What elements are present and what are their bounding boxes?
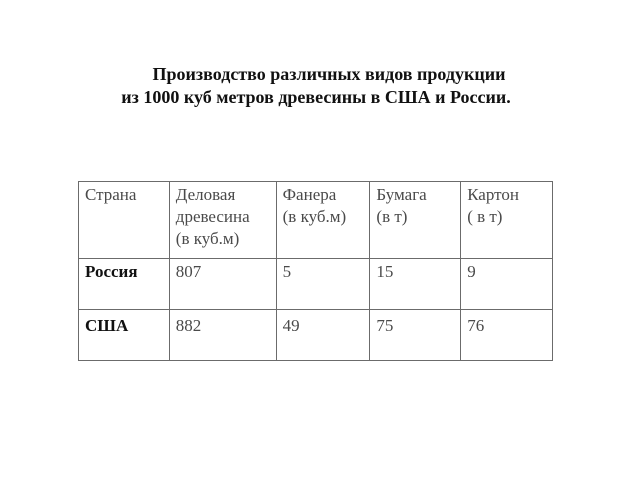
production-table: [78, 181, 553, 361]
header-text: (в т): [376, 207, 408, 226]
header-text: Картон: [467, 185, 519, 204]
header-text: (в куб.м): [175, 229, 240, 248]
value-cell: 75: [370, 310, 461, 361]
header-text: ( в т): [467, 207, 503, 226]
value-cell: 49: [276, 310, 370, 361]
header-cell-country: [79, 182, 170, 259]
header-cell-cardboard: [461, 182, 553, 259]
table-header-row: [79, 182, 553, 259]
header-text: древесина: [175, 207, 250, 226]
value-cell: 15: [370, 259, 461, 310]
header-cell-timber: [169, 182, 276, 259]
header-text: Бумага: [376, 185, 427, 204]
country-cell: Россия: [79, 259, 170, 310]
table-row-russia: [79, 259, 553, 310]
value-cell: 882: [169, 310, 276, 361]
header-text: Фанера: [282, 185, 337, 204]
value-cell: 807: [169, 259, 276, 310]
table-row-usa: [79, 310, 553, 361]
document-title: [0, 63, 640, 109]
value-cell: 5: [276, 259, 370, 310]
header-cell-plywood: [276, 182, 370, 259]
value-cell: 76: [461, 310, 553, 361]
value-cell: 9: [461, 259, 553, 310]
title-line-2: из 1000 куб метров древесины в США и России.: [121, 87, 511, 107]
header-text: Деловая: [175, 185, 236, 204]
title-line-1: Производство различных видов продукции: [152, 64, 506, 84]
country-cell: США: [79, 310, 170, 361]
header-cell-paper: [370, 182, 461, 259]
header-text: (в куб.м): [282, 207, 347, 226]
header-text: Страна: [85, 185, 137, 204]
